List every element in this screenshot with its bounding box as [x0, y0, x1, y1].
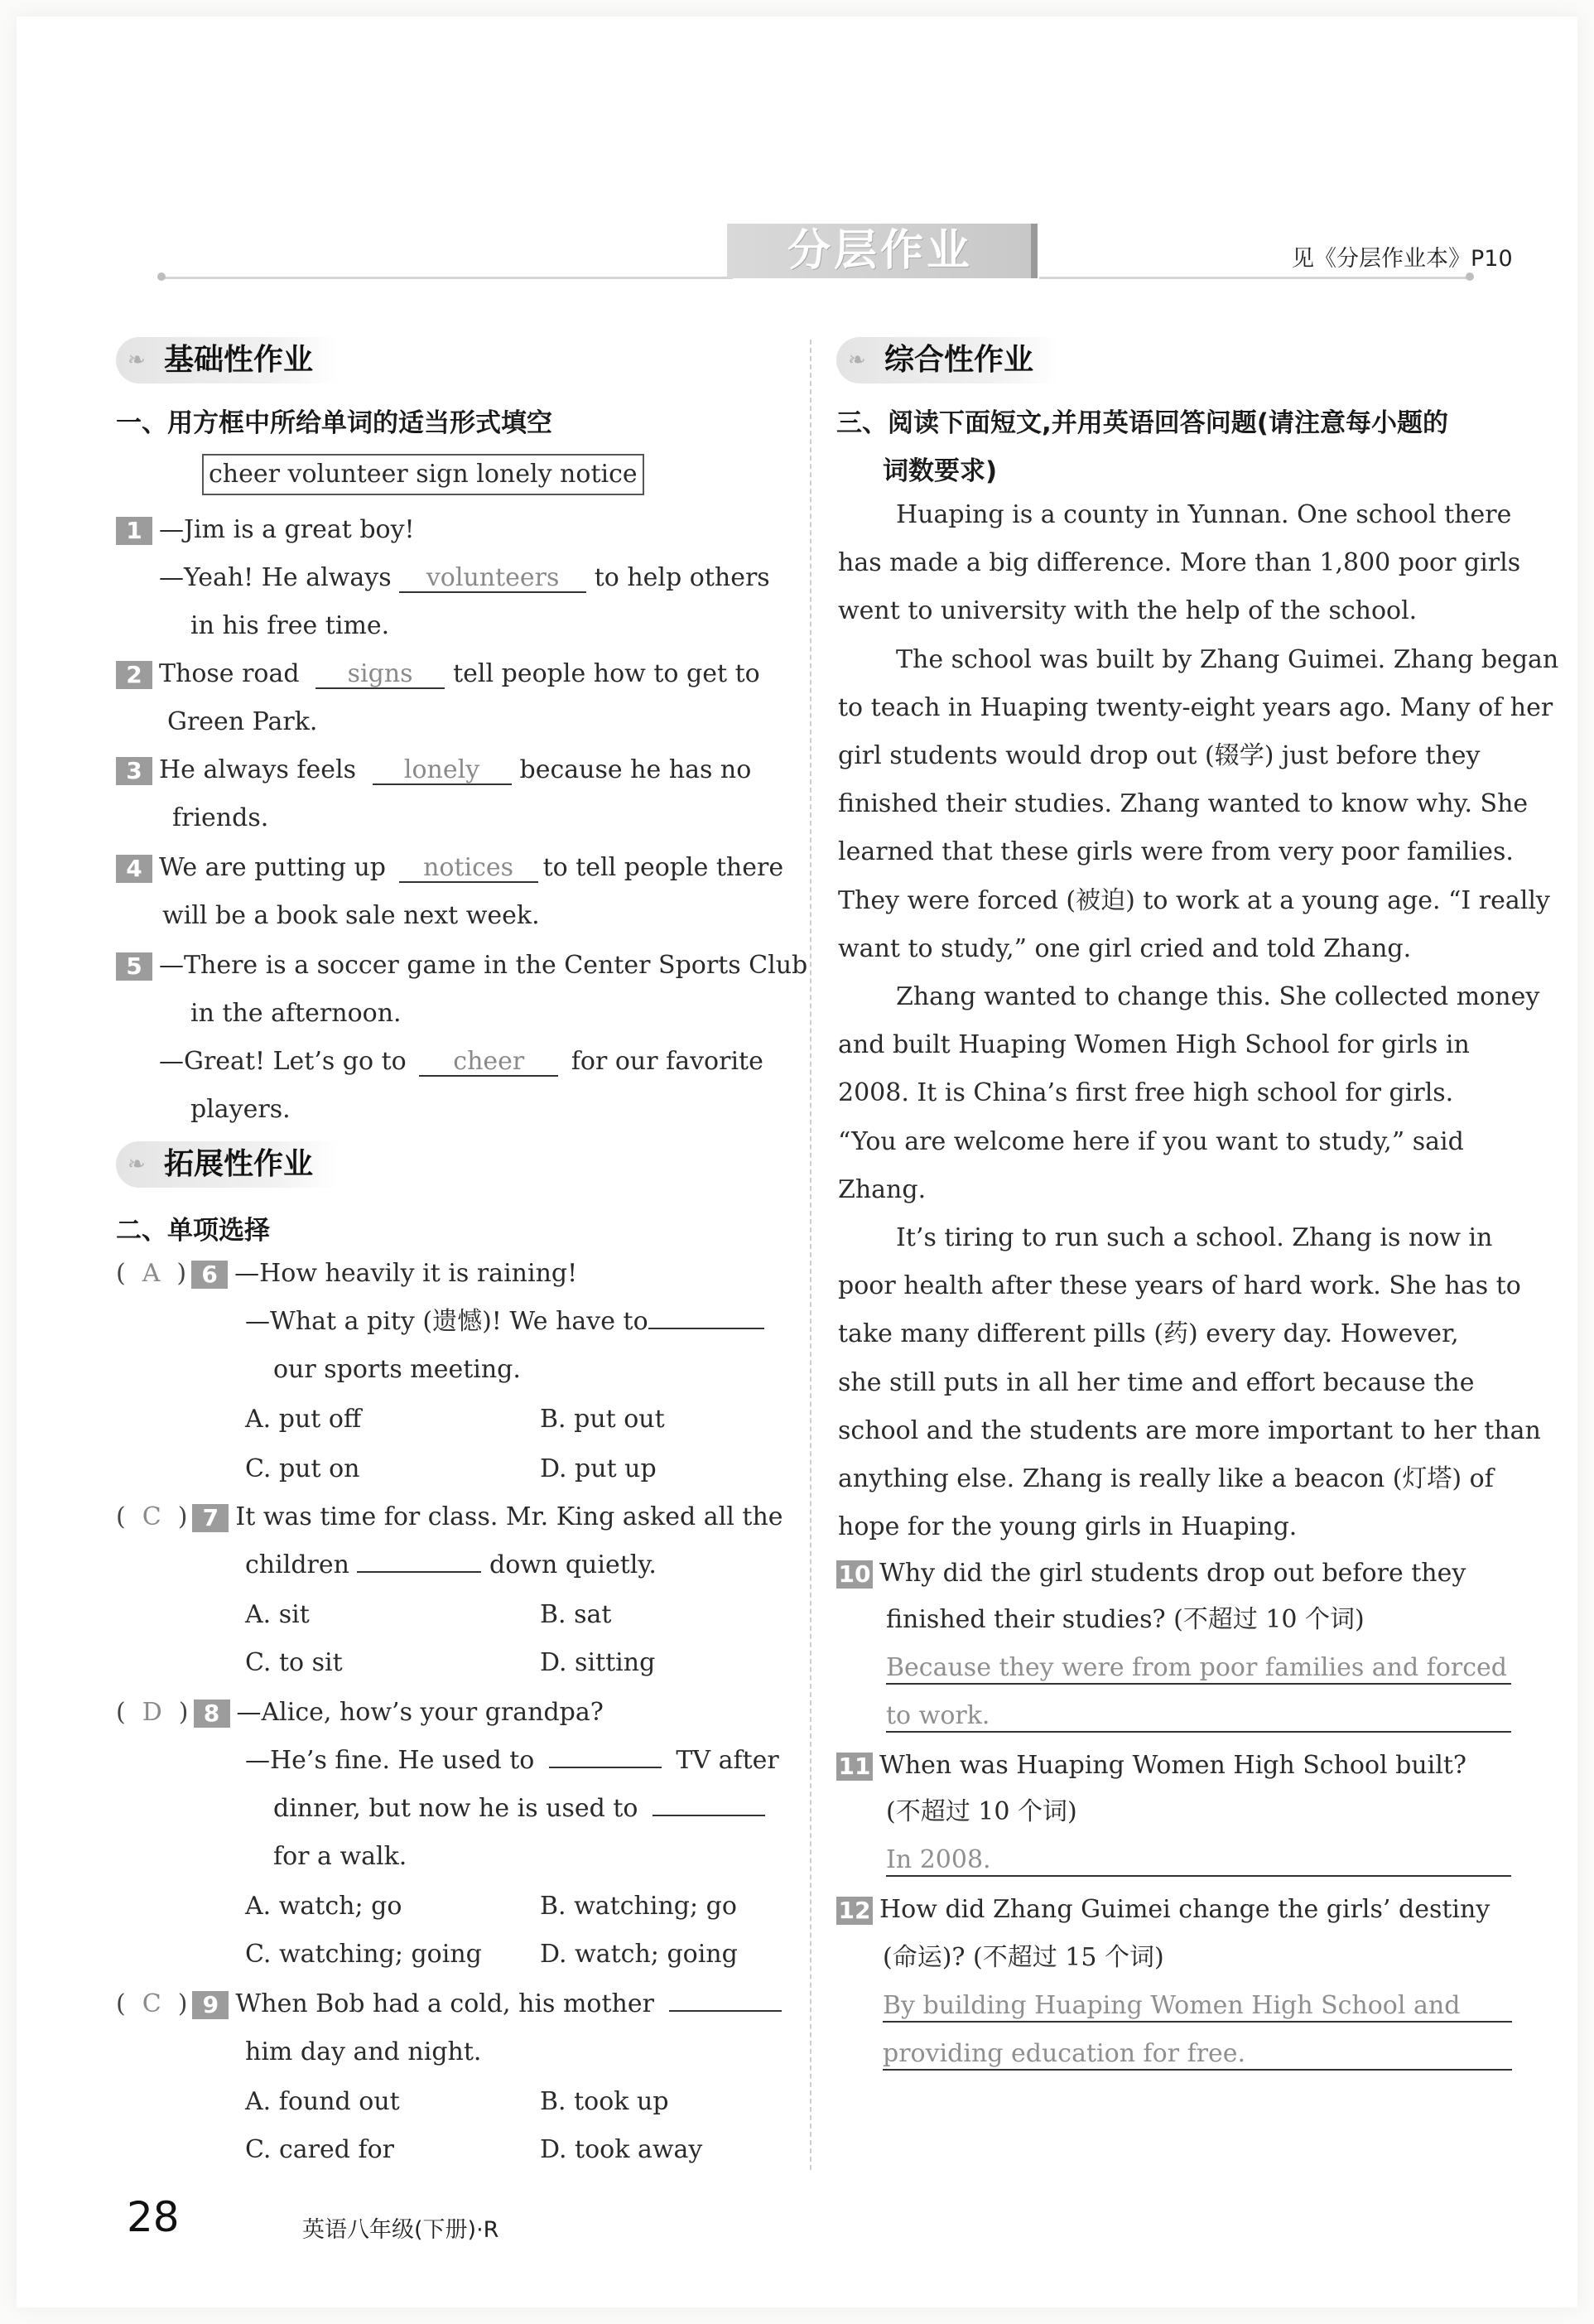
q12-answer-line2: providing education for free. — [883, 2039, 1246, 2068]
q1-line1: —Jim is a great boy! — [159, 515, 415, 544]
question-number-4: 4 — [116, 855, 152, 883]
section-title-basic — [116, 337, 338, 383]
q6-answer: A — [142, 1259, 161, 1288]
q8-line3 — [273, 1792, 765, 1825]
header-rule-dot-left — [157, 272, 166, 281]
q9-line1: When Bob had a cold, his mother — [235, 1989, 654, 2018]
q12-line1: How did Zhang Guimei change the girls’ destiny — [879, 1895, 1490, 1924]
q6-line1: —How heavily it is raining! — [234, 1259, 578, 1288]
q10-line1: Why did the girl students drop out before they — [879, 1559, 1466, 1588]
q12-answer-line1: By building Huaping Women High School and — [883, 1991, 1461, 2020]
q8-line3-text: dinner, but now he is used to — [273, 1794, 638, 1823]
q8-blank-2 — [653, 1815, 765, 1816]
leaf-icon: ❧ — [128, 348, 146, 373]
part1-title: 一、用方框中所给单词的适当形式填空 — [116, 408, 552, 438]
question-2 — [116, 658, 760, 691]
q8-line4: for a walk. — [273, 1842, 407, 1871]
q7-option-b: B. sat — [540, 1600, 612, 1629]
question-4 — [116, 851, 783, 885]
q4-line2: will be a book sale next week. — [162, 901, 540, 930]
passage-line: to teach in Huaping twenty-eight years ago. Many of her — [838, 693, 1553, 722]
q9-option-a: A. found out — [245, 2087, 400, 2116]
q9-line2: him day and night. — [245, 2037, 482, 2066]
passage-line: girl students would drop out (辍学) just before they — [838, 741, 1481, 770]
q3-answer-blank — [373, 757, 512, 785]
q1-line2 — [159, 562, 770, 595]
question-3 — [116, 754, 751, 787]
q6-option-b: B. put out — [540, 1405, 665, 1434]
question-number-11: 11 — [836, 1753, 873, 1781]
q9-paren-right: ) — [177, 1989, 188, 2018]
passage-line: learned that these girls were from very poor families. — [838, 837, 1514, 866]
q8-paren-right: ) — [178, 1698, 189, 1727]
q8-option-a: A. watch; go — [245, 1892, 402, 1921]
q6-paren-right: ) — [176, 1259, 187, 1288]
question-number-10: 10 — [836, 1560, 873, 1589]
question-10 — [836, 1557, 1466, 1590]
part2-title: 二、单项选择 — [116, 1216, 270, 1246]
passage-line: she still puts in all her time and effort because the — [838, 1368, 1475, 1397]
passage-line: take many different pills (药) every day. However, — [838, 1319, 1459, 1348]
question-9 — [116, 1988, 782, 2021]
passage-line: They were forced (被迫) to work at a young age. “I really — [838, 886, 1550, 915]
q7-paren-left: ( — [116, 1502, 126, 1531]
question-12 — [836, 1893, 1490, 1926]
header-banner-bar — [1031, 224, 1038, 278]
passage-line: It’s tiring to run such a school. Zhang is now in — [896, 1223, 1493, 1252]
passage-line: and built Huaping Women High School for girls in — [838, 1030, 1470, 1059]
q9-answer: C — [142, 1989, 161, 2018]
q7-line2-start: children — [245, 1550, 349, 1579]
q10-answer-line1: Because they were from poor families and forced — [886, 1653, 1507, 1682]
part3-title-line1: 三、阅读下面短文,并用英语回答问题(请注意每小题的 — [836, 408, 1448, 438]
q2-line2: Green Park. — [167, 707, 318, 736]
q8-line1: —Alice, how’s your grandpa? — [236, 1698, 604, 1727]
header-reference: 见《分层作业本》P10 — [1292, 246, 1513, 272]
question-number-7: 7 — [192, 1504, 229, 1532]
q9-option-d: D. took away — [540, 2135, 703, 2164]
passage-line: anything else. Zhang is really like a beacon (灯塔) of — [838, 1464, 1494, 1493]
q6-line2-text: —What a pity (遗憾)! We have to — [245, 1307, 648, 1336]
q7-line2 — [245, 1549, 657, 1582]
page-number: 28 — [127, 2193, 180, 2241]
question-number-5: 5 — [116, 952, 152, 981]
passage-line: finished their studies. Zhang wanted to know why. She — [838, 789, 1529, 818]
q8-line2-end: TV after — [676, 1746, 779, 1775]
question-number-9: 9 — [192, 1991, 229, 2019]
question-7 — [116, 1501, 783, 1534]
q5-line3-start: —Great! Let’s go to — [159, 1047, 407, 1076]
part3-title-line2: 词数要求) — [883, 456, 998, 486]
section-title-extended-text: 拓展性作业 — [164, 1147, 314, 1181]
q7-line1: It was time for class. Mr. King asked all the — [235, 1502, 783, 1531]
q6-option-c: C. put on — [245, 1454, 360, 1483]
q12-answer-rule-1 — [883, 2021, 1512, 2023]
q10-answer-line2: to work. — [886, 1701, 990, 1730]
header-rule-right — [1039, 277, 1470, 279]
q6-blank — [648, 1328, 764, 1329]
q12-answer-rule-2 — [883, 2069, 1512, 2071]
book-title: 英语八年级(下册)·R — [302, 2217, 499, 2243]
passage-line: “You are welcome here if you want to study,” said — [838, 1127, 1464, 1156]
q6-option-a: A. put off — [245, 1405, 362, 1434]
q2-answer-blank — [315, 661, 445, 689]
q10-answer-rule-2 — [886, 1731, 1511, 1733]
q3-line2: friends. — [172, 803, 269, 832]
question-number-6: 6 — [191, 1261, 228, 1289]
section-title-comprehensive — [836, 337, 1058, 383]
q6-line3: our sports meeting. — [273, 1355, 521, 1384]
q6-option-d: D. put up — [540, 1454, 657, 1483]
q1-line3: in his free time. — [190, 611, 390, 640]
passage-line: Zhang. — [838, 1175, 927, 1204]
q7-option-d: D. sitting — [540, 1648, 656, 1677]
q7-blank — [357, 1571, 481, 1573]
word-box: cheer volunteer sign lonely notice — [202, 454, 644, 495]
q5-answer: cheer — [453, 1047, 525, 1076]
q1-answer: volunteers — [426, 563, 560, 592]
passage-line: The school was built by Zhang Guimei. Zhang began — [896, 645, 1559, 674]
q2-answer: signs — [347, 659, 413, 688]
section-title-extended — [116, 1141, 338, 1188]
question-5 — [116, 949, 807, 982]
leaf-icon: ❧ — [128, 1152, 146, 1177]
q9-option-b: B. took up — [540, 2087, 669, 2116]
q8-option-b: B. watching; go — [540, 1892, 737, 1921]
q9-blank — [669, 2010, 782, 2012]
section-title-comprehensive-text: 综合性作业 — [884, 343, 1034, 377]
question-number-8: 8 — [194, 1700, 230, 1728]
q8-answer: D — [142, 1698, 162, 1727]
q5-answer-blank — [419, 1049, 558, 1077]
q7-answer: C — [142, 1502, 161, 1531]
q8-option-d: D. watch; going — [540, 1940, 738, 1969]
question-6 — [116, 1257, 577, 1290]
q10-answer-rule-1 — [886, 1683, 1511, 1685]
q8-blank-1 — [549, 1767, 662, 1768]
q1-line2-start: —Yeah! He always — [159, 563, 392, 592]
q5-line1: —There is a soccer game in the Center Sports Club — [159, 951, 808, 980]
question-number-1: 1 — [116, 517, 152, 545]
q4-answer-blank — [399, 855, 538, 883]
q4-end: to tell people there — [542, 853, 784, 882]
question-number-12: 12 — [836, 1897, 873, 1925]
q7-paren-right: ) — [177, 1502, 188, 1531]
q7-option-c: C. to sit — [245, 1648, 343, 1677]
q12-line2: (命运)? (不超过 15 个词) — [883, 1943, 1164, 1972]
q1-answer-blank — [399, 565, 586, 593]
q2-start: Those road — [159, 659, 300, 688]
q6-line2 — [245, 1305, 764, 1338]
question-number-3: 3 — [116, 757, 152, 785]
q9-paren-left: ( — [116, 1989, 126, 2018]
q2-end: tell people how to get to — [453, 659, 760, 688]
q11-answer-line1: In 2008. — [886, 1845, 991, 1874]
q3-answer: lonely — [403, 755, 480, 784]
passage-line: has made a big difference. More than 1,800 poor girls — [838, 548, 1521, 577]
q5-line3 — [159, 1045, 763, 1078]
q5-line4: players. — [190, 1095, 291, 1124]
q1-line2-end: to help others — [594, 563, 770, 592]
passage-line: went to university with the help of the school. — [838, 596, 1418, 625]
q5-line3-end: for our favorite — [571, 1047, 763, 1076]
q8-line2-start: —He’s fine. He used to — [245, 1746, 535, 1775]
passage-line: poor health after these years of hard work. She has to — [838, 1271, 1521, 1300]
passage-line: Zhang wanted to change this. She collected money — [896, 982, 1540, 1011]
passage-line: Huaping is a county in Yunnan. One school there — [896, 500, 1512, 529]
q3-end: because he has no — [519, 755, 752, 784]
column-divider — [810, 340, 811, 2170]
q7-option-a: A. sit — [245, 1600, 310, 1629]
q4-start: We are putting up — [159, 853, 387, 882]
q11-line2: (不超过 10 个词) — [886, 1797, 1077, 1826]
q8-line2 — [245, 1744, 779, 1777]
question-11 — [836, 1749, 1466, 1782]
passage-line: hope for the young girls in Huaping. — [838, 1512, 1298, 1541]
question-number-2: 2 — [116, 661, 152, 689]
q11-line1: When was Huaping Women High School built? — [879, 1751, 1467, 1780]
q4-answer: notices — [423, 853, 514, 882]
q7-line2-end: down quietly. — [489, 1550, 657, 1579]
q11-answer-rule-1 — [886, 1875, 1511, 1877]
leaf-icon: ❧ — [848, 348, 866, 373]
header-rule-dot-right — [1466, 272, 1474, 281]
section-title-basic-text: 基础性作业 — [164, 343, 314, 377]
question-1 — [116, 513, 415, 547]
passage-line: want to study,” one girl cried and told Zhang. — [838, 934, 1412, 963]
q10-line2: finished their studies? (不超过 10 个词) — [886, 1605, 1365, 1634]
q9-option-c: C. cared for — [245, 2135, 394, 2164]
q5-line2: in the afternoon. — [190, 999, 402, 1028]
q8-option-c: C. watching; going — [245, 1940, 482, 1969]
passage-line: 2008. It is China’s first free high school for girls. — [838, 1078, 1454, 1107]
header-banner: 分层作业 — [727, 224, 1033, 278]
q6-paren-left: ( — [116, 1259, 126, 1288]
header-rule-left — [161, 277, 733, 279]
q8-paren-left: ( — [116, 1698, 126, 1727]
question-8 — [116, 1696, 604, 1729]
q3-start: He always feels — [159, 755, 356, 784]
passage-line: school and the students are more important to her than — [838, 1416, 1541, 1445]
